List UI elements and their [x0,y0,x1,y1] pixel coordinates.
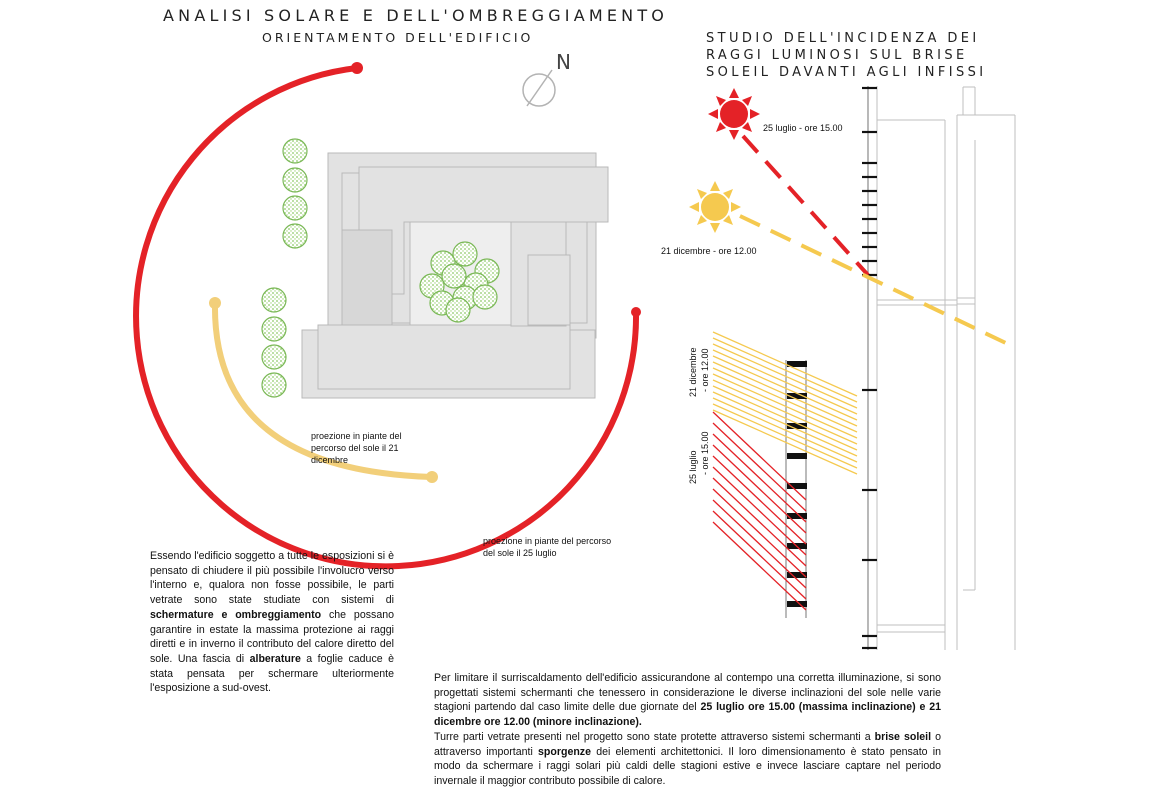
facade-section [877,86,1015,650]
section-title: STUDIO DELL'INCIDENZA DEI RAGGI LUMINOSI SUL BRISE SOLEIL DAVANTI AGLI INFISSI [706,31,987,80]
compass-icon [523,50,571,106]
bottom-description: Per limitare il surriscaldamento dell'edificio assicurandone al contempo una corretta illuminazione, si sono progettati sistemi schermanti che tenessero in considerazione le diverse inclinazioni del sole nelle varie stagioni partendo dal caso limite delle due giornate del 25 luglio ore 15.00 (massima inclinazione) e 21 dicembre ore 12.00 (minore inclinazione). Turre parti vetrate presenti nel progetto sono state protette attraverso sistemi schermanti a brise soleil o attraverso importanti sporgenze dei elementi architettonici. Il loro dimensionamento è stato pensato in modo da schermare i raggi solari più caldi delle stagioni estive e invece lasciare captare nel periodo invernale il maggior contributo possibile di calore. [434,672,941,787]
compass-north-letter: N [556,50,571,74]
summer-ray [743,136,868,275]
rays-july-label-2: - ore 15.00 [700,431,710,475]
winter-path-end-dot [426,471,438,483]
left-description: Essendo l'edificio soggetto a tutte le esposizioni si è pensato di chiudere il più possibile l'involucro verso l'interno e, qualora non fosse possibile, le parti vetrate sono state studiate con sistemi di schermature e ombreggiamento che possano garantire in estate la massima protezione ai raggi diretti e in inverno il contributo del calore diretto del sole. Una fascia di alberature a foglie caduce è stata pensata per schermare ulteriormente l'esposizione a sud-ovest. [150,550,394,695]
main-title: ANALISI SOLARE E DELL'OMBREGGIAMENTO [163,6,669,25]
winter-ray-hatching [713,332,857,474]
winter-path-start-dot [209,297,221,309]
rays-december-label-2: - ore 12.00 [700,348,710,392]
july-path-label: proezione in piante del percorso del sole il 25 luglio [483,536,612,558]
sun-july-label: 25 luglio - ore 15.00 [763,123,843,133]
rays-december-label-1: 21 dicembre [688,347,698,397]
sun-december-label: 21 dicembre - ore 12.00 [661,246,757,256]
summer-ray-hatching [713,412,806,610]
brise-soleil-ticks [862,88,877,648]
plan-title: ORIENTAMENTO DELL'EDIFICIO [262,30,534,45]
brise-soleil-detail [713,332,857,618]
december-path-label: proezione in piante del percorso del sole il 21 dicembre [311,431,402,465]
summer-sun-icon [708,88,760,140]
summer-path-end-dot [631,307,641,317]
winter-sun-icon [689,181,741,233]
trees-row [262,139,307,397]
summer-path-start-dot [351,62,363,74]
winter-ray [740,216,1010,345]
rays-july-label-1: 25 luglio [688,450,698,484]
